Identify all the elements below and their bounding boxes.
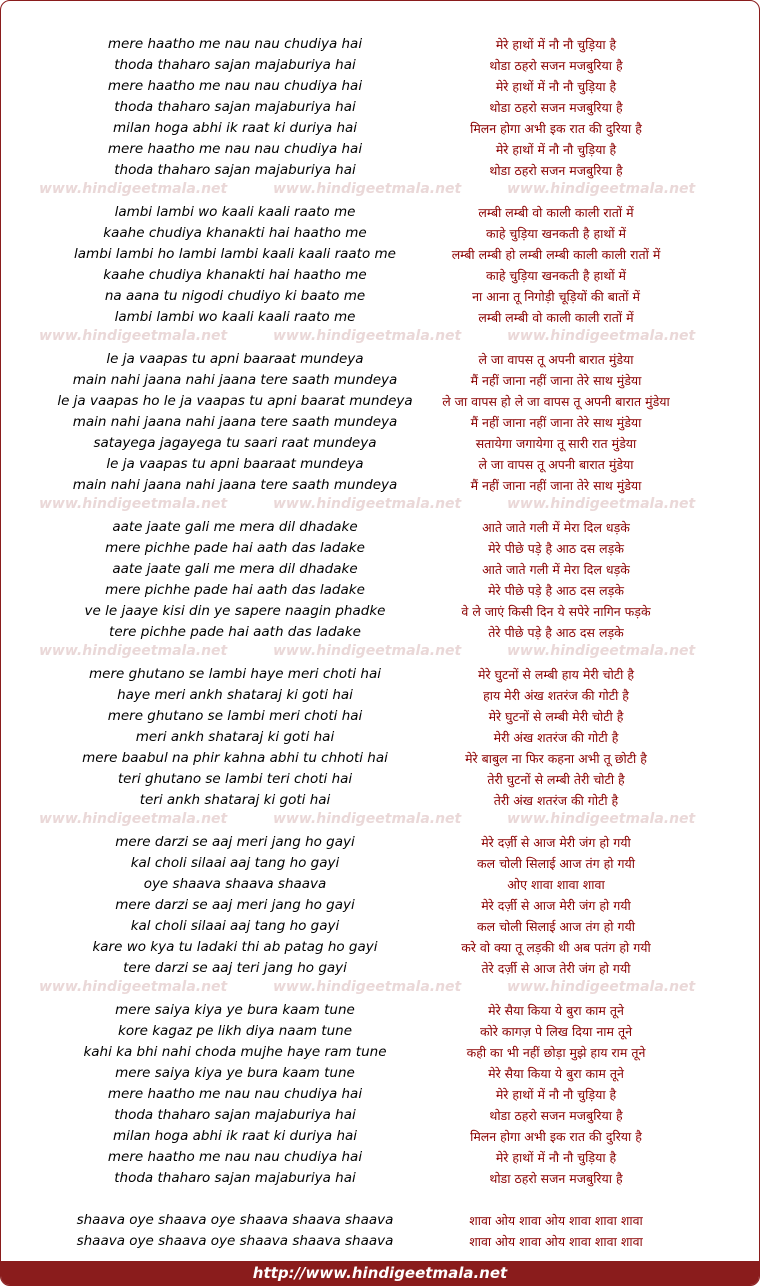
stanza — [1, 202, 759, 328]
lyric-line — [1, 160, 759, 181]
watermark-row — [1, 811, 759, 831]
lyric-english: milan hoga abhi ik raat ki duriya hai — [112, 1128, 358, 1144]
lyric-english: lambi lambi wo kaali kaali raato me — [114, 309, 356, 325]
watermark-text: www.hindigeetmala.net — [507, 181, 696, 197]
lyric-hindi: तेरी घुटनों से लम्बी तेरी चोटी है — [487, 772, 625, 787]
lyric-english: teri ghutano se lambi teri choti hai — [117, 771, 353, 787]
lyric-line — [1, 916, 759, 937]
lyric-english: mere pichhe pade hai aath das ladake — [105, 582, 365, 598]
lyric-english: shaava oye shaava oye shaava shaava shaava — [76, 1212, 394, 1228]
lyric-english: oye shaava shaava shaava — [143, 876, 327, 892]
lyric-line — [1, 769, 759, 790]
lyric-hindi: थोडा ठहरो सजन मजबुरिया है — [489, 58, 623, 73]
footer-url[interactable]: http://www.hindigeetmala.net — [1, 1261, 759, 1285]
lyric-line — [1, 685, 759, 706]
lyric-line — [1, 223, 759, 244]
lyric-hindi: कल चोली सिलाई आज तंग हो गयी — [477, 919, 635, 934]
lyric-line — [1, 706, 759, 727]
lyric-english: le ja vaapas tu apni baaraat mundeya — [106, 456, 364, 472]
lyric-hindi: कोरे कागज़ पे लिख दिया नाम तूने — [479, 1024, 633, 1039]
lyric-line — [1, 559, 759, 580]
watermark-text: www.hindigeetmala.net — [39, 979, 228, 995]
watermark-text: www.hindigeetmala.net — [273, 328, 462, 344]
lyric-english: mere haatho me nau nau chudiya hai — [107, 1086, 363, 1102]
lyric-english: kare wo kya tu ladaki thi ab patag ho gayi — [92, 939, 378, 955]
lyric-hindi: कल चोली सिलाई आज तंग हो गयी — [477, 856, 635, 871]
lyric-english: mere darzi se aaj meri jang ho gayi — [115, 897, 355, 913]
lyric-english: meri ankh shataraj ki goti hai — [135, 729, 335, 745]
lyric-english: tere darzi se aaj teri jang ho gayi — [123, 960, 347, 976]
watermark-text: www.hindigeetmala.net — [507, 811, 696, 827]
watermark-text: www.hindigeetmala.net — [507, 328, 696, 344]
lyric-english: mere haatho me nau nau chudiya hai — [107, 1149, 363, 1165]
lyric-line — [1, 118, 759, 139]
lyric-hindi: आते जाते गली में मेरा दिल धड़के — [482, 520, 630, 535]
lyric-hindi: थोडा ठहरो सजन मजबुरिया है — [489, 1108, 623, 1123]
stanza — [1, 34, 759, 181]
lyric-english: na aana tu nigodi chudiyo ki baato me — [104, 288, 366, 304]
watermark-text: www.hindigeetmala.net — [39, 328, 228, 344]
lyric-line — [1, 370, 759, 391]
lyric-english: tere pichhe pade hai aath das ladake — [109, 624, 361, 640]
lyric-line — [1, 391, 759, 412]
lyric-line — [1, 475, 759, 496]
lyric-english: main nahi jaana nahi jaana tere saath mundeya — [72, 477, 398, 493]
lyric-hindi: ओए शावा शावा शावा — [507, 877, 605, 892]
watermark-text: www.hindigeetmala.net — [273, 643, 462, 659]
lyric-english: mere saiya kiya ye bura kaam tune — [115, 1002, 355, 1018]
watermark-text: www.hindigeetmala.net — [39, 181, 228, 197]
lyric-hindi: लम्बी लम्बी हो लम्बी लम्बी काली काली रातों में — [451, 247, 661, 262]
lyric-line — [1, 1126, 759, 1147]
lyric-hindi: लम्बी लम्बी वो काली काली रातों में — [478, 310, 634, 325]
lyric-line — [1, 517, 759, 538]
lyric-hindi: मैं नहीं जाना नहीं जाना तेरे साथ मुंडेया — [470, 415, 642, 430]
lyric-hindi: मेरे सैया किया ये बुरा काम तूने — [488, 1003, 624, 1018]
lyric-english: kaahe chudiya khanakti hai haatho me — [103, 267, 367, 283]
lyric-line — [1, 580, 759, 601]
lyric-line — [1, 1105, 759, 1126]
lyric-english: lambi lambi wo kaali kaali raato me — [114, 204, 356, 220]
lyric-hindi: मेरे हाथों में नौ नौ चुड़िया है — [495, 79, 617, 94]
watermark-text: www.hindigeetmala.net — [273, 979, 462, 995]
lyric-english: thoda thaharo sajan majaburiya hai — [114, 99, 356, 115]
lyric-hindi: करे वो क्या तू लड़की थी अब पतंग हो गयी — [461, 940, 651, 955]
lyric-hindi: शावा ओय शावा ओय शावा शावा शावा — [469, 1234, 643, 1249]
lyric-line — [1, 727, 759, 748]
lyric-hindi: आते जाते गली में मेरा दिल धड़के — [482, 562, 630, 577]
lyric-english: kaahe chudiya khanakti hai haatho me — [103, 225, 367, 241]
lyric-hindi: ले जा वापस तू अपनी बारात मुंडेया — [478, 457, 634, 472]
lyric-line — [1, 349, 759, 370]
lyric-line — [1, 1147, 759, 1168]
lyric-hindi: तेरे दर्ज़ी से आज तेरी जंग हो गयी — [481, 961, 631, 976]
lyric-english: le ja vaapas ho le ja vaapas tu apni baarat mundeya — [57, 393, 413, 409]
lyric-line — [1, 244, 759, 265]
watermark-text: www.hindigeetmala.net — [39, 496, 228, 512]
lyric-english: mere saiya kiya ye bura kaam tune — [115, 1065, 355, 1081]
lyric-hindi: वे ले जाएं किसी दिन ये सपेरे नागिन फड़के — [461, 604, 651, 619]
lyric-hindi: तेरे पीछे पड़े है आठ दस लड़के — [488, 625, 624, 640]
lyric-hindi: ले जा वापस तू अपनी बारात मुंडेया — [478, 352, 634, 367]
lyric-hindi: मेरे दर्ज़ी से आज मेरी जंग हो गयी — [481, 898, 631, 913]
lyric-english: mere haatho me nau nau chudiya hai — [107, 36, 363, 52]
lyric-line — [1, 454, 759, 475]
lyric-hindi: हाय मेरी अंख शतरंज की गोटी है — [483, 688, 629, 703]
lyric-hindi: सतायेगा जगायेगा तू सारी रात मुंडेया — [475, 436, 637, 451]
lyric-hindi: मेरे पीछे पड़े है आठ दस लड़के — [488, 583, 624, 598]
lyric-hindi: मैं नहीं जाना नहीं जाना तेरे साथ मुंडेया — [470, 373, 642, 388]
lyric-line — [1, 853, 759, 874]
lyric-line — [1, 34, 759, 55]
lyric-english: mere baabul na phir kahna abhi tu chhoti hai — [82, 750, 388, 766]
lyric-line — [1, 1168, 759, 1189]
lyric-english: mere ghutano se lambi haye meri choti hai — [89, 666, 381, 682]
lyric-line — [1, 664, 759, 685]
watermark-text: www.hindigeetmala.net — [273, 811, 462, 827]
lyric-hindi: मेरे पीछे पड़े है आठ दस लड़के — [488, 541, 624, 556]
lyric-line — [1, 832, 759, 853]
lyric-hindi: मिलन होगा अभी इक रात की दुरिया है — [470, 1129, 642, 1144]
lyric-line — [1, 874, 759, 895]
lyric-line — [1, 265, 759, 286]
lyric-hindi: मिलन होगा अभी इक रात की दुरिया है — [470, 121, 642, 136]
lyric-english: thoda thaharo sajan majaburiya hai — [114, 1170, 356, 1186]
stanza — [1, 517, 759, 643]
watermark-row — [1, 979, 759, 999]
lyric-hindi: मेरे सैया किया ये बुरा काम तूने — [488, 1066, 624, 1081]
lyric-english: aate jaate gali me mera dil dhadake — [112, 519, 358, 535]
lyric-hindi: मेरे घुटनों से लम्बी मेरी चोटी है — [488, 709, 624, 724]
lyric-hindi: मेरी अंख शतरंज की गोटी है — [493, 730, 619, 745]
lyric-line — [1, 202, 759, 223]
lyric-line — [1, 76, 759, 97]
lyric-hindi: तेरी अंख शतरंज की गोटी है — [493, 793, 619, 808]
lyric-line — [1, 601, 759, 622]
lyric-line — [1, 55, 759, 76]
lyric-line — [1, 790, 759, 811]
lyric-line — [1, 1000, 759, 1021]
lyric-hindi: कही का भी नहीं छोड़ा मुझे हाय राम तूने — [466, 1045, 646, 1060]
lyric-english: teri ankh shataraj ki goti hai — [139, 792, 331, 808]
lyric-line — [1, 958, 759, 979]
lyric-line — [1, 412, 759, 433]
lyric-english: thoda thaharo sajan majaburiya hai — [114, 162, 356, 178]
lyric-english: ve le jaaye kisi din ye sapere naagin phadke — [84, 603, 386, 619]
lyric-english: shaava oye shaava oye shaava shaava shaava — [76, 1233, 394, 1249]
lyric-english: mere haatho me nau nau chudiya hai — [107, 78, 363, 94]
lyric-english: mere haatho me nau nau chudiya hai — [107, 141, 363, 157]
lyric-english: thoda thaharo sajan majaburiya hai — [114, 57, 356, 73]
stanza — [1, 1210, 759, 1252]
lyric-hindi: लम्बी लम्बी वो काली काली रातों में — [478, 205, 634, 220]
lyric-line — [1, 895, 759, 916]
watermark-text: www.hindigeetmala.net — [39, 643, 228, 659]
lyric-line — [1, 1210, 759, 1231]
stanza — [1, 1000, 759, 1189]
watermark-text: www.hindigeetmala.net — [39, 811, 228, 827]
lyric-hindi: थोडा ठहरो सजन मजबुरिया है — [489, 1171, 623, 1186]
lyric-line — [1, 622, 759, 643]
lyric-line — [1, 1063, 759, 1084]
watermark-text: www.hindigeetmala.net — [507, 643, 696, 659]
lyric-hindi: ले जा वापस हो ले जा वापस तू अपनी बारात मुंडेया — [442, 394, 670, 409]
watermark-text: www.hindigeetmala.net — [273, 496, 462, 512]
lyric-line — [1, 1084, 759, 1105]
lyric-english: kore kagaz pe likh diya naam tune — [118, 1023, 352, 1039]
lyric-english: mere ghutano se lambi meri choti hai — [107, 708, 363, 724]
lyric-line — [1, 748, 759, 769]
lyric-hindi: मेरे हाथों में नौ नौ चुड़िया है — [495, 37, 617, 52]
lyric-line — [1, 139, 759, 160]
lyric-hindi: शावा ओय शावा ओय शावा शावा शावा — [469, 1213, 643, 1228]
lyric-hindi: मेरे बाबुल ना फिर कहना अभी तू छोटी है — [465, 751, 647, 766]
lyric-hindi: मेरे घुटनों से लम्बी हाय मेरी चोटी है — [478, 667, 634, 682]
watermark-row — [1, 496, 759, 516]
lyric-hindi: मेरे दर्ज़ी से आज मेरी जंग हो गयी — [481, 835, 631, 850]
lyric-english: main nahi jaana nahi jaana tere saath mundeya — [72, 372, 398, 388]
lyric-line — [1, 937, 759, 958]
lyric-hindi: काहे चुड़िया खनकती है हाथों में — [485, 226, 627, 241]
lyric-english: aate jaate gali me mera dil dhadake — [112, 561, 358, 577]
watermark-row — [1, 328, 759, 348]
watermark-text: www.hindigeetmala.net — [507, 496, 696, 512]
stanza — [1, 349, 759, 496]
lyric-english: mere darzi se aaj meri jang ho gayi — [115, 834, 355, 850]
lyric-line — [1, 1021, 759, 1042]
lyric-hindi: थोडा ठहरो सजन मजबुरिया है — [489, 100, 623, 115]
watermark-row — [1, 181, 759, 201]
lyric-english: le ja vaapas tu apni baaraat mundeya — [106, 351, 364, 367]
lyric-line — [1, 286, 759, 307]
lyric-line — [1, 433, 759, 454]
watermark-text: www.hindigeetmala.net — [273, 181, 462, 197]
lyric-english: kahi ka bhi nahi choda mujhe haye ram tune — [83, 1044, 387, 1060]
watermark-text: www.hindigeetmala.net — [507, 979, 696, 995]
lyric-english: kal choli silaai aaj tang ho gayi — [130, 918, 340, 934]
lyric-hindi: मेरे हाथों में नौ नौ चुड़िया है — [495, 1087, 617, 1102]
lyric-hindi: थोडा ठहरो सजन मजबुरिया है — [489, 163, 623, 178]
lyric-line — [1, 307, 759, 328]
lyric-line — [1, 1231, 759, 1252]
lyric-english: thoda thaharo sajan majaburiya hai — [114, 1107, 356, 1123]
stanza — [1, 832, 759, 979]
lyric-hindi: मेरे हाथों में नौ नौ चुड़िया है — [495, 142, 617, 157]
lyric-english: lambi lambi ho lambi lambi kaali kaali raato me — [74, 246, 396, 262]
lyric-hindi: मैं नहीं जाना नहीं जाना तेरे साथ मुंडेया — [470, 478, 642, 493]
lyric-english: kal choli silaai aaj tang ho gayi — [130, 855, 340, 871]
lyric-line — [1, 538, 759, 559]
lyric-english: haye meri ankh shataraj ki goti hai — [117, 687, 353, 703]
lyric-english: satayega jagayega tu saari raat mundeya — [93, 435, 377, 451]
lyric-english: mere pichhe pade hai aath das ladake — [105, 540, 365, 556]
lyric-hindi: मेरे हाथों में नौ नौ चुड़िया है — [495, 1150, 617, 1165]
stanza — [1, 664, 759, 811]
lyric-english: main nahi jaana nahi jaana tere saath mundeya — [72, 414, 398, 430]
lyric-line — [1, 97, 759, 118]
watermark-row — [1, 643, 759, 663]
lyric-english: milan hoga abhi ik raat ki duriya hai — [112, 120, 358, 136]
lyric-hindi: काहे चुड़िया खनकती है हाथों में — [485, 268, 627, 283]
lyric-hindi: ना आना तू निगोड़ी चूड़ियों की बातों में — [472, 289, 640, 304]
lyric-line — [1, 1042, 759, 1063]
